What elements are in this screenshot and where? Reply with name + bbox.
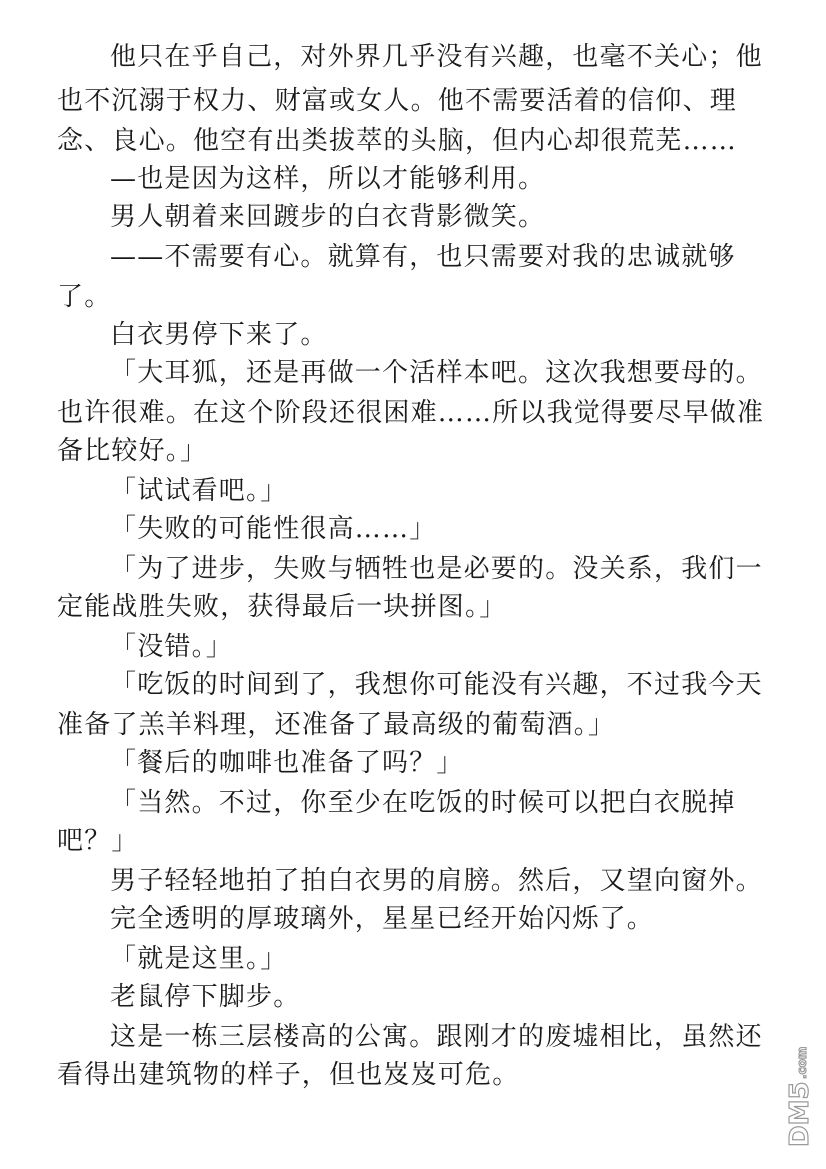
text-line: 男人朝着来回踱步的白衣背影微笑。 xyxy=(110,202,546,232)
text-line: 了。 xyxy=(57,282,112,312)
text-line: 念、良心。他空有出类拔萃的头脑，但内心却很荒芜…… xyxy=(57,126,738,156)
text-line: 白衣男停下来了。 xyxy=(110,320,328,350)
text-line: 也不沉溺于权力、财富或女人。他不需要活着的信仰、理 xyxy=(57,86,738,116)
text-line: 「没错。」 xyxy=(110,632,234,662)
text-line: 准备了羔羊料理，还准备了最高级的葡萄酒。」 xyxy=(57,710,616,740)
text-line: 「大耳狐，还是再做一个活样本吧。这次我想要母的。 xyxy=(110,358,763,388)
dm5-watermark-logo xyxy=(784,1009,818,1149)
text-line: 这是一栋三层楼高的公寓。跟刚才的废墟相比，虽然还 xyxy=(110,1022,763,1052)
text-line: 「为了进步，失败与牺牲也是必要的。没关系，我们一 xyxy=(110,554,763,584)
text-line: 「餐后的咖啡也准备了吗？」 xyxy=(110,748,464,778)
text-line: 他只在乎自己，对外界几乎没有兴趣，也毫不关心；他 xyxy=(110,42,763,72)
text-line: 完全透明的厚玻璃外，星星已经开始闪烁了。 xyxy=(110,904,655,934)
text-line: 备比较好。」 xyxy=(57,436,208,466)
text-line: 「试试看吧。」 xyxy=(110,476,288,506)
text-line: 也许很难。在这个阶段还很困难……所以我觉得要尽早做准 xyxy=(57,398,765,428)
text-line: 老鼠停下脚步。 xyxy=(110,982,301,1012)
text-line: 吧？」 xyxy=(57,826,139,856)
watermark-domain-text: .com xyxy=(795,1046,809,1079)
text-line: 「当然。不过，你至少在吃饭的时候可以把白衣脱掉 xyxy=(110,788,736,818)
text-line: —也是因为这样，所以才能够利用。 xyxy=(110,164,546,194)
text-line: 定能战胜失败，获得最后一块拼图。」 xyxy=(57,592,507,622)
text-line: 「失败的可能性很高……」 xyxy=(110,514,437,544)
text-line: 男子轻轻地拍了拍白衣男的肩膀。然后，又望向窗外。 xyxy=(110,866,763,896)
text-line: 看得出建筑物的样子，但也岌岌可危。 xyxy=(57,1060,520,1090)
text-line: 「吃饭的时间到了，我想你可能没有兴趣，不过我今天 xyxy=(110,670,763,700)
text-line: 「就是这里。」 xyxy=(110,944,288,974)
text-line: ——不需要有心。就算有，也只需要对我的忠诚就够 xyxy=(110,242,736,272)
watermark-logo-text: DM5 xyxy=(785,1081,815,1147)
